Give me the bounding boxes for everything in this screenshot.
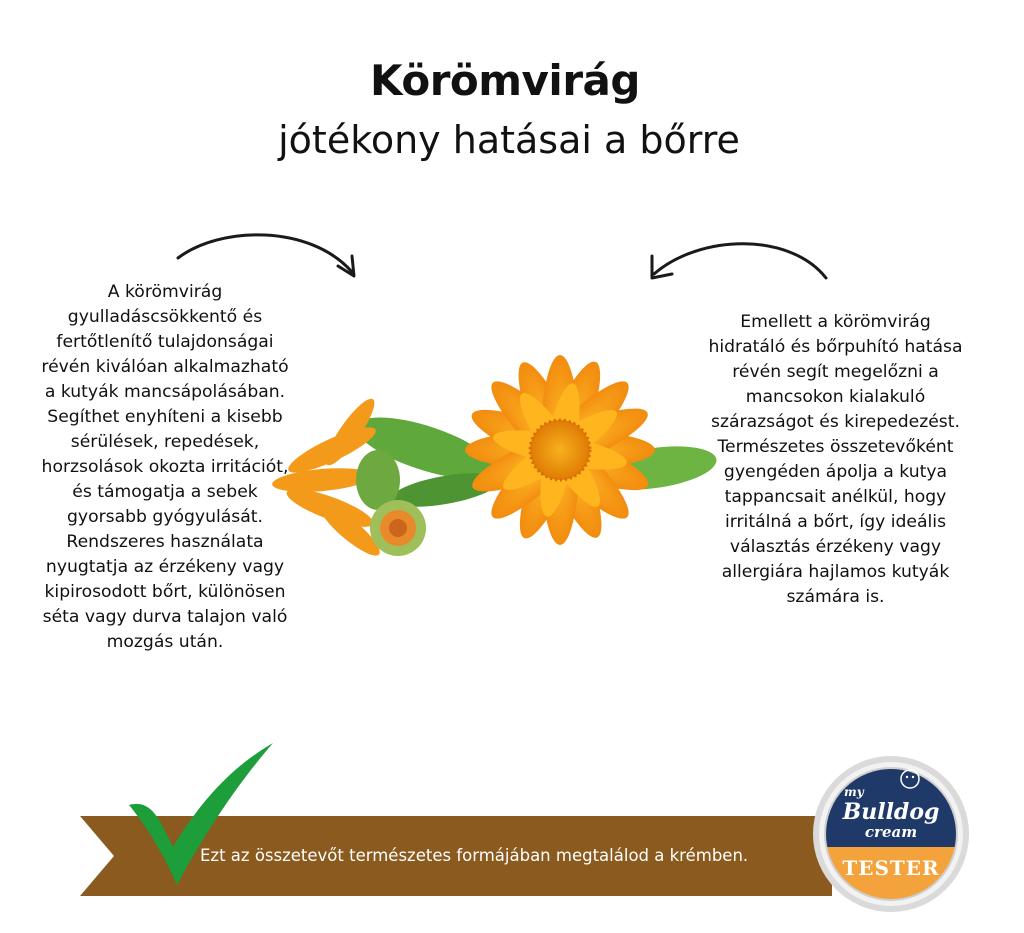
curved-arrow-right-icon — [640, 228, 840, 298]
badge-brand-name — [826, 782, 956, 842]
checkmark-icon — [115, 735, 285, 895]
badge-brand-my: my — [844, 785, 864, 799]
left-description: A körömvirág gyulladáscsökkentő és fertőtlenítő tulajdonságai révén kiválóan alkalmazható a kutyák mancsápolásában. Segíthet enyhíteni a kisebb sérülések, repedések, horzsolások okozta irritációt, és támogatja a sebek gyorsabb gyógyulását. Rendszeres használata nyugtatja az érzékeny vagy kipirosodott bőrt, különösen séta vagy durva talajon való mozgás után. — [41, 282, 289, 652]
right-description: Emellett a körömvirág hidratáló és bőrpuhító hatása révén segít megelőzni a mancsokon kialakuló szárazságot és kirepedezést. Természetes összetevőként gyengéden ápolja a kutya tappancsait anélkül, hogy irritálná a bőrt, így ideális választás érzékeny vagy allergiára hajlamos kutyák számára is. — [708, 312, 963, 607]
ribbon-text: Ezt az összetevőt természetes formájában megtalálod a krémben. — [200, 846, 749, 865]
badge-tester-label: TESTER — [842, 856, 940, 880]
page-subtitle: jótékony hatásai a bőrre — [278, 118, 740, 162]
page-title: Körömvirág — [370, 56, 640, 105]
calendula-flower-image — [270, 300, 720, 570]
badge-brand-cream: cream — [864, 823, 918, 841]
badge-brand-bulldog: Bulldog — [842, 799, 940, 825]
